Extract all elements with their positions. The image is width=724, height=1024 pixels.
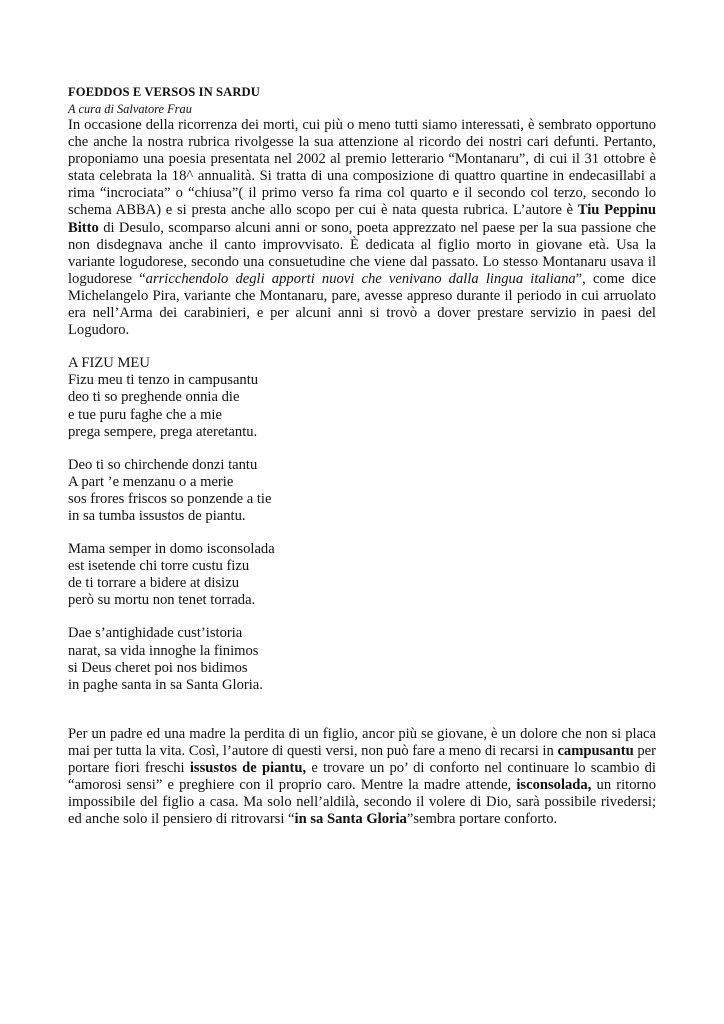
- intro-paragraph: [68, 117, 656, 339]
- poem-stanza-1: [68, 372, 656, 440]
- closing-bold-3: isconsolada,: [516, 777, 592, 794]
- poem-line: Fizu meu ti tenzo in campusantu: [68, 372, 259, 389]
- poem-title: A FIZU MEU: [68, 355, 150, 372]
- closing-paragraph: [68, 726, 656, 829]
- article-byline: A cura di Salvatore Frau: [68, 102, 192, 116]
- closing-text-4: un ritorno impossibile del figlio a casa. Ma solo nell’aldilà, secondo il volere di Dio, sarà possibile rivedersi; ed anche solo il pensiero di ritrovarsi “: [68, 777, 656, 828]
- intro-text-2: di Desulo, scomparso alcuni anni or sono, poeta apprezzato nel paese per la sua passione che non disdegnava anche il canto improvvisato. È dedicata al figlio morto in giovane età. Usa la variante logudorese, secondo una consuetudine che viene dal passato. Lo stesso Montanaru usava il logudorese “: [68, 219, 656, 287]
- closing-bold-1: campusantu: [557, 742, 634, 759]
- poem-line: sos frores friscos so ponzende a tie: [68, 490, 272, 507]
- poem-line: Dae s’antighidade cust’istoria: [68, 625, 243, 642]
- closing-bold-4: in sa Santa Gloria: [294, 811, 407, 828]
- intro-quote: arricchendolo degli apporti nuovi che venivano dalla lingua italiana: [145, 270, 576, 287]
- closing-bold-2: issustos de piantu,: [189, 760, 307, 776]
- intro-text-1: In occasione della ricorrenza dei morti, cui più o meno tutti siamo interessati, è sembrato opportuno che anche la nostra rubrica rivolgesse la sua attenzione al ricordo dei nostri cari defunti. Pertanto, proponiamo una poesia presentata nel 2002 al premio letterario “Montanaru”, di cui il 31 ottobre è stata celebrata la 18^ annualità. Si tratta di una composizione di quattro quartine in endecasillabi a rima “incrociata” o “chiusa”( il primo verso fa rima col quarto e il secondo col terzo, secondo lo schema ABBA) e si presta anche allo scopo per cui è nata questa rubrica. L’autore è: [68, 117, 656, 219]
- closing-text-1: Per un padre ed una madre la perdita di un figlio, ancor più se giovane, è un dolore che non si placa mai per tutta la vita. Così, l’autore di questi versi, non può fare a meno di recarsi in: [68, 725, 656, 759]
- poem-line: deo ti so preghende onnia die: [68, 389, 240, 406]
- poem-line: Mama semper in domo isconsolada: [68, 541, 275, 558]
- poem-line: si Deus cheret poi nos bidimos: [68, 659, 248, 676]
- poem-line: in paghe santa in sa Santa Gloria.: [68, 676, 263, 693]
- poem-line: prega sempere, prega ateretantu.: [68, 423, 258, 440]
- closing-text-3: e trovare un po’ di conforto nel continuare lo scambio di “amorosi sensi” e preghiere con il proprio caro. Mentre la madre attende,: [68, 760, 656, 794]
- poem-line: de ti torrare a bidere at disizu: [68, 575, 239, 592]
- author-name: Tiu Peppinu Bitto: [68, 202, 657, 236]
- document-page: [68, 84, 656, 828]
- poem-line: A part ’e menzanu o a merie: [68, 473, 234, 490]
- closing-text-5: ”sembra portare conforto.: [406, 811, 558, 828]
- poem-stanza-2: [68, 457, 656, 525]
- article-heading: FOEDDOS E VERSOS IN SARDU: [68, 85, 260, 99]
- poem-line: in sa tumba issustos de piantu.: [68, 507, 246, 524]
- intro-text-3: ”, come dice Michelangelo Pira, variante che Montanaru, pare, avesse appreso durante il periodo in cui arruolato era nell’Arma dei carabinieri, e per alcuni anni si trovò a dover prestare servizio in paesi del Logudoro.: [68, 270, 656, 339]
- poem-stanza-4: [68, 625, 656, 693]
- closing-text-2: per portare fiori freschi: [68, 742, 656, 776]
- poem-line: Deo ti so chirchende donzi tantu: [68, 456, 258, 473]
- poem-line: però su mortu non tenet torrada.: [68, 592, 256, 609]
- poem-stanza-3: [68, 541, 656, 609]
- poem-line: narat, sa vida innoghe la finimos: [68, 642, 259, 659]
- poem-line: e tue puru faghe che a mie: [68, 406, 222, 423]
- poem-line: est isetende chi torre custu fizu: [68, 558, 250, 575]
